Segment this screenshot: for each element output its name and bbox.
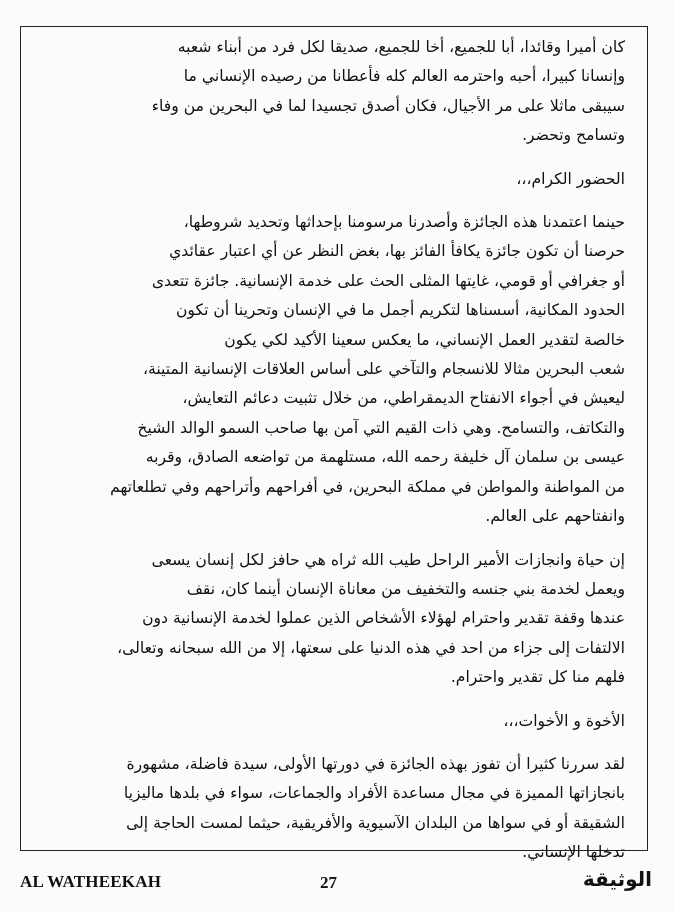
spacer xyxy=(43,532,625,546)
paragraph-1: كان أميرا وقائدا، أبا للجميع، أخا للجميع، صديقا لكل فرد من أبناء شعبه وإنسانا كبيرا، أحبه واحترمه العالم كله فأعطانا من رصيده الإنساني ما سيبقى ماثلا على مر الأجيال، فكان أصدق تجسيدا لما في البحرين من وفاء وتسامح وتحضر. xyxy=(151,38,625,145)
heading-brothers-sisters: الأخوة و الأخوات،،، xyxy=(503,711,625,730)
publication-name-arabic: الوثيقة xyxy=(582,867,652,891)
spacer xyxy=(43,693,625,707)
paragraph-3: إن حياة وانجازات الأمير الراحل طيب الله ثراه هي حافز لكل إنسان يسعى ويعمل لخدمة بني جنسه والتخفيف من معاناة الإنسان أينما كان، نقف عندها وقفة تقدير واحترام لهؤلاء الأشخاص الذين عملوا لخدمة الإنسانية دون الالتفات إلى جزاء من احد في هذه الدنيا على سعتها، إلا من الله سبحانه وتعالى، فلهم منا كل تقدير واحترام. xyxy=(117,550,625,687)
page-number: 27 xyxy=(320,873,337,892)
paragraph-2: حينما اعتمدنا هذه الجائزة وأصدرنا مرسومنا بإحداثها وتحديد شروطها، حرصنا أن تكون جائزة يكافأ الفائز بها، بغض النظر عن أي اعتبار عقائدي أو جغرافي أو قومي، غايتها المثلى الحث على خدمة الإنسانية. جائزة تتعدى الحدود المكانية، أسسناها لتكريم أجمل ما في الإنسان وتحرينا أن تكون خالصة لتقدير العمل الإنساني، ما يعكس سعينا الأكيد لكي يكون شعب البحرين مثالا للانسجام والتآخي على أساس العلاقات الإنسانية المتينة، ليعيش في أجواء الانفتاح الديمقراطي، من خلال تثبيت دعائم التعايش، والتكاتف، والتسامح. وهي ذات القيم التي آمن بها صاحب السمو الوالد الشيخ عيسى بن سلمان آل خليفة رحمه الله، مستلهمة من تواضعه الصادق، وقربه من المواطنة والمواطن في مملكة البحرين، في أفراحهم وأتراحهم وفي تطلعاتهم وانفتاحهم على العالم. xyxy=(110,213,625,526)
paragraph-4: لقد سررنا كثيرا أن تفوز بهذه الجائزة في دورتها الأولى، سيدة فاضلة، مشهورة بانجازاتها المميزة في مجال مساعدة الأفراد والجماعات، سواء في بلدها ماليزيا الشقيقة أو في سواها من البلدان الآسيوية والأفريقية، حيثما لمست الحاجة إلى تدخلها الإنساني. xyxy=(123,754,625,862)
spacer xyxy=(43,736,625,750)
page-footer xyxy=(0,855,674,913)
spacer xyxy=(43,151,625,165)
heading-honored-attendees: الحضور الكرام،،، xyxy=(516,169,625,188)
text-frame xyxy=(20,26,648,862)
spacer xyxy=(43,194,625,208)
publication-name-latin: AL WATHEEKAH xyxy=(20,872,162,891)
